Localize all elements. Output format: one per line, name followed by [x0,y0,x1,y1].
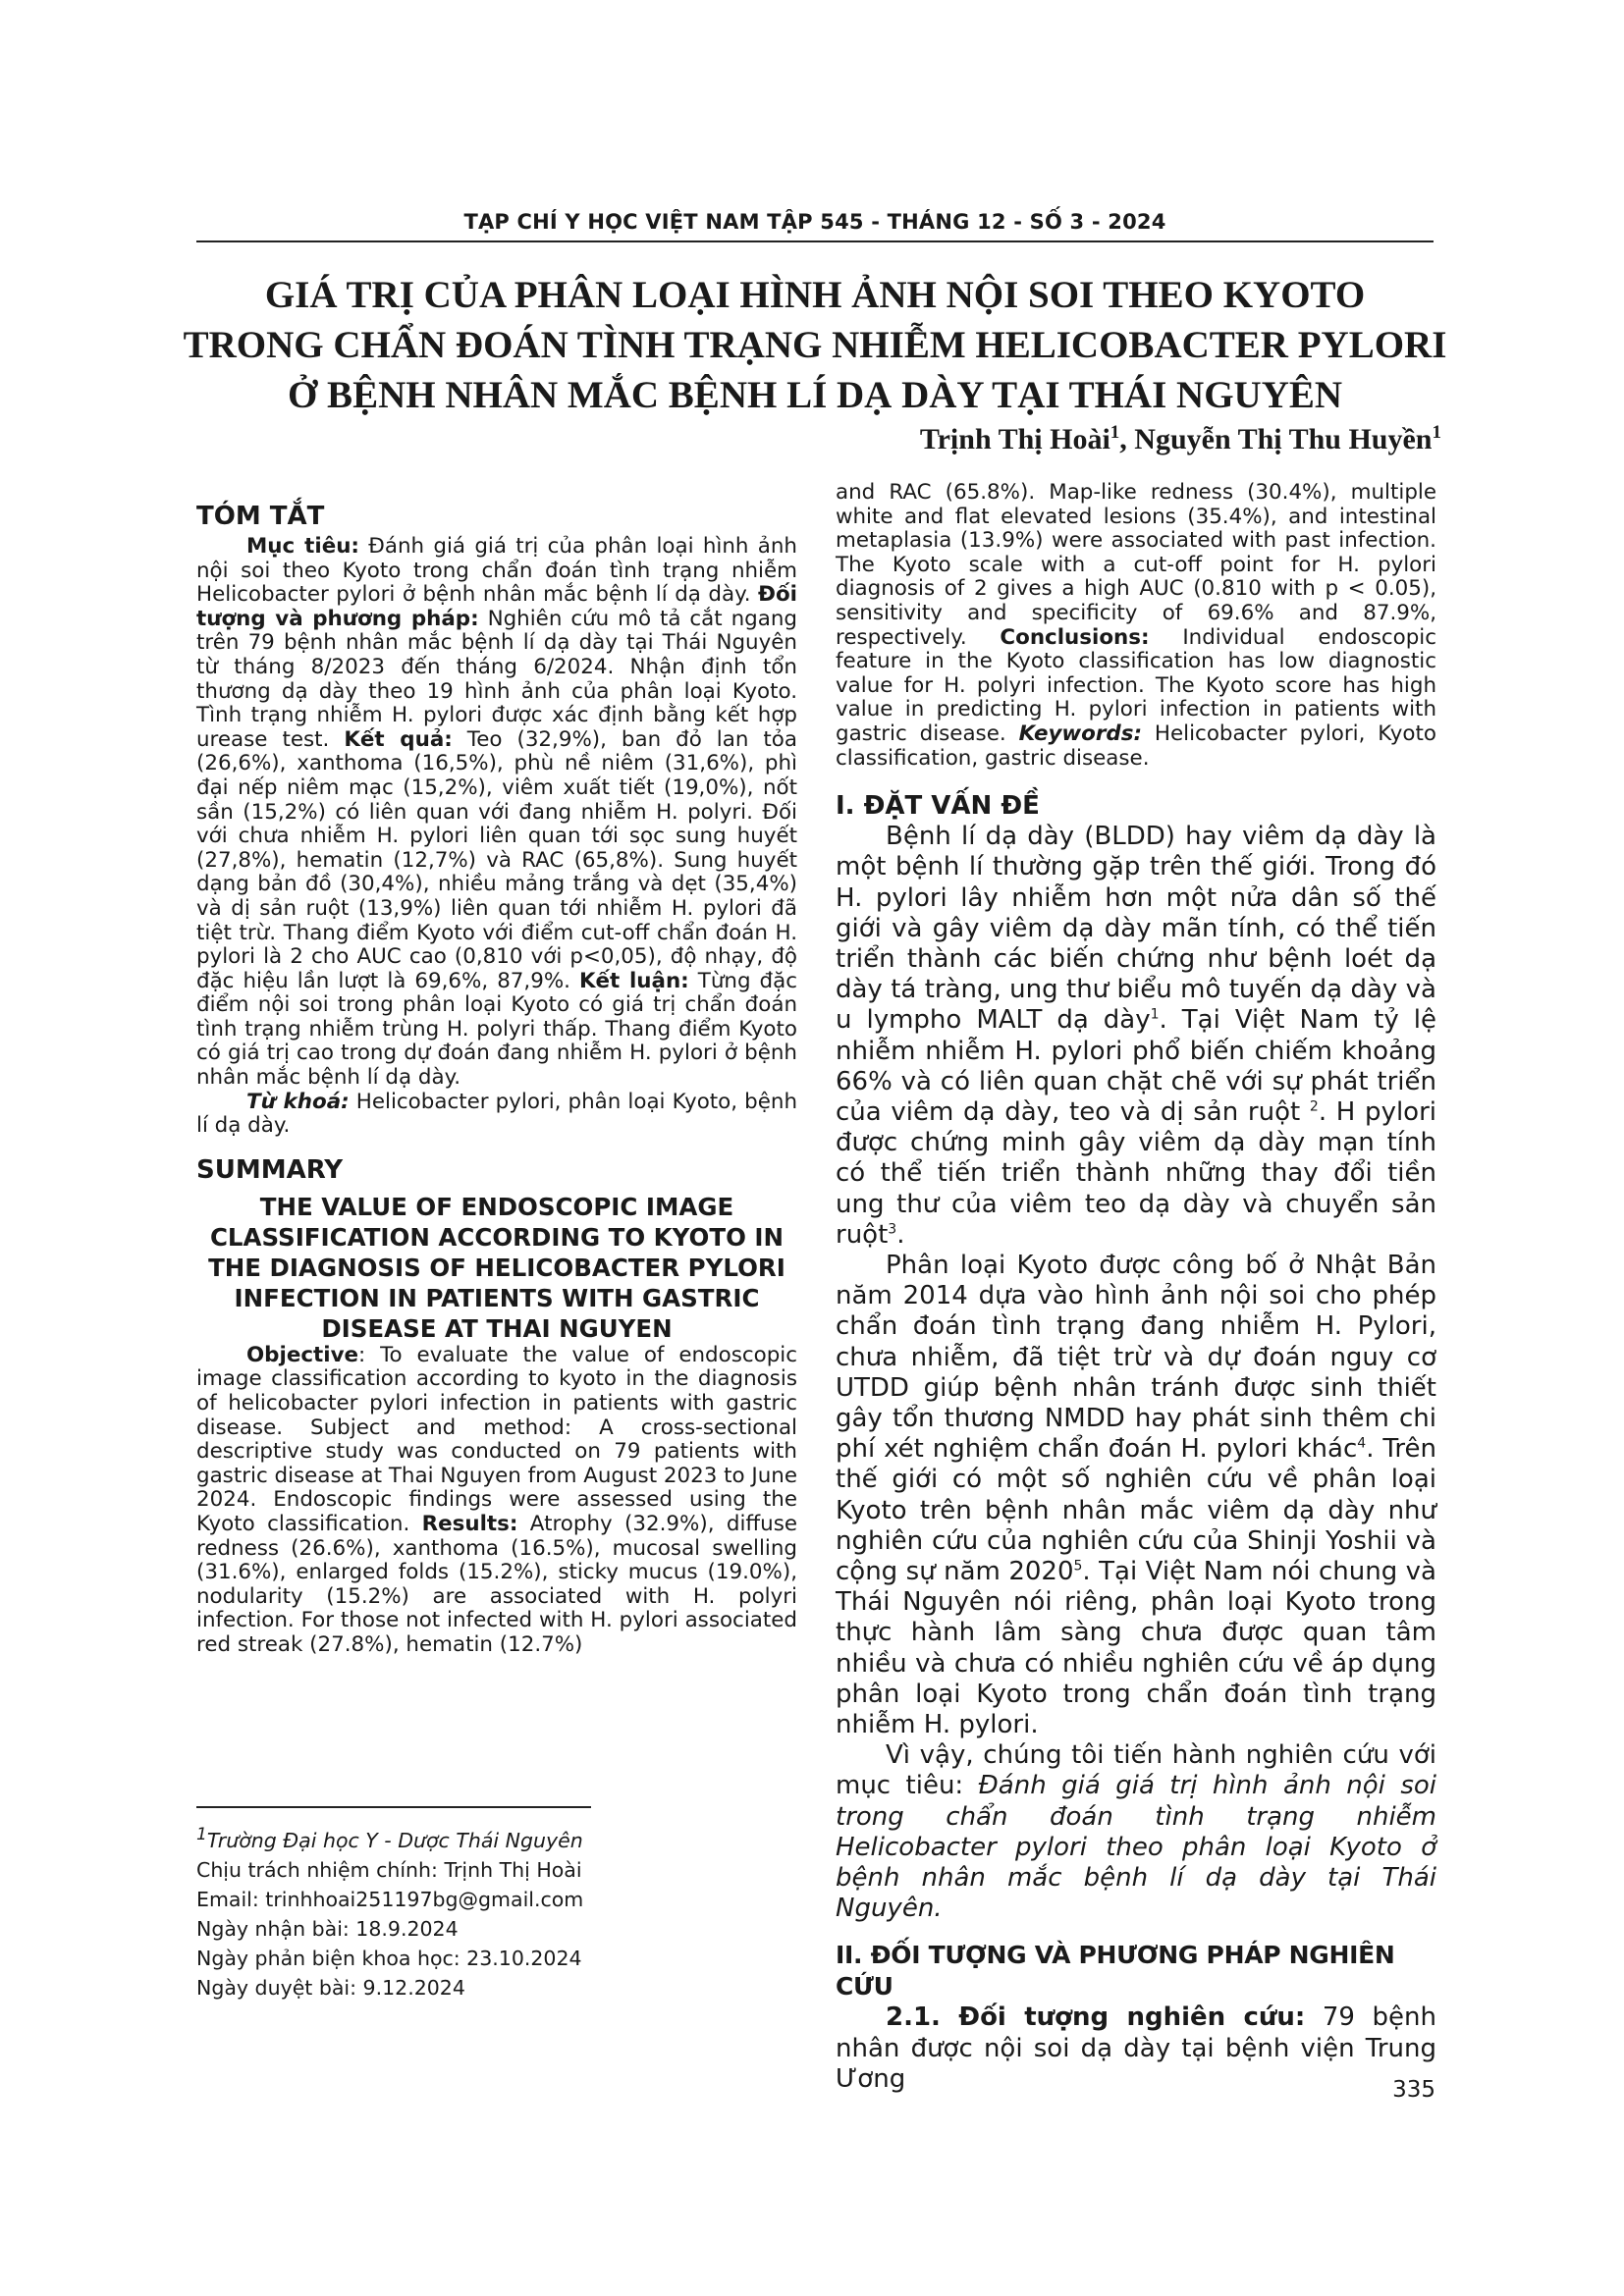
footnote-rule [196,1806,591,1808]
summary-results-text: Atrophy (32.9%), diffuse redness (26.6%), xanthoma (16.5%), mucosal swelling (31.6%), enlarged folds (15.2%), sticky mucus (19.0%), nodularity (15.2%) are associated with H. polyri infection. For those not infected with H. pylori associated red streak (27.8%), hematin (12.7%) [196,1512,797,1657]
results-label: Kết quả: [344,726,453,752]
conclusion-text: Từng đặc điểm nội soi trong phân loại Kyoto có giá trị chẩn đoán tình trạng nhiễm trùng H. polyri thấp. Thang điểm Kyoto có giá trị cao trong dự đoán đang nhiễm H. pylori ở bệnh nhân mắc bệnh lí dạ dày. [196,968,797,1091]
author-name: Nguyễn Thị Thu Huyền [1134,423,1433,455]
author-affiliation-mark: 1 [1110,422,1120,443]
footnote-accepted: Ngày duyệt bài: 9.12.2024 [196,1975,465,2000]
article-title [147,270,1483,420]
footnotes [196,1820,797,2002]
conclusion-label: Kết luận: [578,968,689,993]
footnote-email: Email: trinhhoai251197bg@gmail.com [196,1887,584,1911]
author-list [920,422,1441,456]
paragraph-text: . [896,1219,905,1250]
citation: 3 [888,1221,897,1238]
author-affiliation-mark: 1 [1432,422,1441,443]
keywords-label: Từ khoá: [246,1089,350,1114]
paragraph-text: . Tại Việt Nam nói chung và Thái Nguyên nói riêng, phân loại Kyoto trong thực hành lâm sàng chưa được quan tâm nhiều và chưa có nhiều nghiên cứu về áp dụng phân loại Kyoto trong chẩn đoán tình trạng nhiễm H. pylori. [836,1557,1436,1740]
footnote-affiliation [196,1820,797,1855]
left-column [196,481,797,1658]
header-rule [196,240,1434,242]
summary-keywords-label: Keywords: [1018,721,1143,746]
method-text: Nghiên cứu mô tả cắt ngang trên 79 bệnh nhân mắc bệnh lí dạ dày tại Thái Nguyên từ tháng 8/2023 đến tháng 6/2024. Nhận định tổn thương dạ dày theo 19 hình ảnh của phân loại Kyoto. Tình trạng nhiễm H. pylori được xác định bằng kết hợp urease test. [196,606,797,752]
paragraph-text: . Trên thế giới có một số nghiên cứu về phân loại Kyoto trên bệnh nhân mắc viêm dạ dày như nghiên cứu của nghiên cứu của Shinji Yoshii và cộng sự năm 2020 [836,1434,1437,1586]
results-text: Teo (32,9%), ban đỏ lan tỏa (26,6%), xanthoma (16,5%), phù nề niêm (31,6%), phì đại nếp niêm mạc (15,2%), viêm xuất tiết (19,0%), nốt sần (15,2%) có liên quan với đang nhiễm H. polyri. Đối với chưa nhiễm H. pylori liên quan tới sọc sung huyết (27,8%), hematin (12,7%) và RAC (65,8%). Sung huyết dạng bản đồ (30,4%), nhiều mảng trắng và dẹt (35,4%) và dị sản ruột (13,9%) liên quan tới nhiễm H. pylori đã tiệt trừ. Thang điểm Kyoto với điểm cut-off chẩn đoán H. pylori là 2 cho AUC cao (0,810 với p<0,05), độ nhạy, độ đặc hiệu lần lượt là 69,6%, 87,9%. [196,726,797,993]
right-column [836,481,1436,2095]
section-1-heading: I. ĐẶT VẤN ĐỀ [836,791,1040,822]
section-1-paragraph [836,1251,1436,1740]
footnote-reviewed: Ngày phản biện khoa học: 23.10.2024 [196,1946,582,1970]
summary-keywords-text: Helicobacter pylori, Kyoto classification, gastric disease. [836,721,1436,771]
section-1-paragraph [836,822,1436,1251]
citation: 1 [1150,1006,1160,1023]
section-1-paragraph [836,1740,1436,1924]
subsection-label: 2.1. Đối tượng nghiên cứu: [886,2002,1306,2033]
citation: 5 [1073,1558,1083,1575]
paragraph-text: . H pylori được chứng minh gây viêm dạ dày mạn tính có thể tiến triển thành những thay đổi tiền ung thư của viêm teo dạ dày và chuyển sản ruột [836,1096,1436,1250]
abstract-vi-heading: TÓM TẮT [196,502,325,531]
method-label: Đối tượng và phương pháp: [196,582,797,631]
summary-heading: SUMMARY [196,1154,344,1185]
summary-title: THE VALUE OF ENDOSCOPIC IMAGE CLASSIFICATION ACCORDING TO KYOTO IN THE DIAGNOSIS OF HELICOBACTER PYLORI INFECTION IN PATIENTS WITH GASTRIC DISEASE AT THAI NGUYEN [208,1192,785,1343]
title-line: TRONG CHẨN ĐOÁN TÌNH TRẠNG NHIỄM HELICOBACTER PYLORI [183,324,1447,366]
paragraph-text: Bệnh lí dạ dày (BLDD) hay viêm dạ dày là một bệnh lí thường gặp trên thế giới. Trong đó H. pylori lây nhiễm hơn một nửa dân số thế giới và gây viêm dạ dày mãn tính, có thể tiến triển thành các biến chứng như bệnh loét dạ dày tá tràng, ung thư biểu mô tuyến dạ dày và u lympho MALT dạ dày [836,822,1436,1036]
objective-statement: Đánh giá giá trị hình ảnh nội soi trong chẩn đoán tình trạng nhiễm Helicobacter pylori theo phân loại Kyoto ở bệnh nhân mắc bệnh lí dạ dày tại Thái Nguyên. [836,1771,1436,1924]
subsection-text: 79 bệnh nhân được nội soi dạ dày tại bệnh viện Trung Ương [836,2002,1436,2094]
citation: 2 [1309,1098,1319,1115]
affiliation-mark: 1 [196,1825,207,1844]
author-name: Trịnh Thị Hoài [919,423,1110,455]
summary-objective-label: Objective [246,1342,359,1367]
summary-results-text-cont: and RAC (65.8%). Map-like redness (30.4%), multiple white and flat elevated lesions (35.4%), and intestinal metaplasia (13.9%) were associated with past infection. The Kyoto scale with a cut-off point for H. pylori diagnosis of 2 gives a high AUC (0.810 with p < 0.05), sensitivity and specificity of 69.6% and 87.9%, respectively. [836,480,1436,650]
paragraph-text: Phân loại Kyoto được công bố ở Nhật Bản năm 2014 dựa vào hình ảnh nội soi cho phép chẩn đoán tình trạng đang nhiễm H. Pylori, chưa nhiễm, đã tiệt trừ và dự đoán nguy cơ UTDD giúp bệnh nhân tránh được sinh thiết gây tổn thương NMDD hay phát sinh thêm chi phí xét nghiệm chẩn đoán H. pylori khác [836,1250,1436,1465]
objective-label: Mục tiêu: [246,534,359,559]
journal-header: TẠP CHÍ Y HỌC VIỆT NAM TẬP 545 - THÁNG 12 - SỐ 3 - 2024 [463,210,1166,234]
section-2-heading: II. ĐỐI TƯỢNG VÀ PHƯƠNG PHÁP NGHIÊN CỨU [836,1941,1395,2002]
title-line: Ở BỆNH NHÂN MẮC BỆNH LÍ DẠ DÀY TẠI THÁI NGUYÊN [287,374,1343,416]
author-separator: , [1119,423,1135,455]
objective-text: Đánh giá giá trị của phân loại hình ảnh nội soi theo Kyoto trong chẩn đoán tình trạng nhiễm Helicobacter pylori ở bệnh nhân mắc bệnh lí dạ dày. [196,534,797,608]
summary-results-label: Results: [421,1512,518,1536]
title-line: GIÁ TRỊ CỦA PHÂN LOẠI HÌNH ẢNH NỘI SOI THEO KYOTO [264,274,1366,316]
summary-objective-text: : To evaluate the value of endoscopic image classification according to kyoto in the diagnosis of helicobacter pylori infection in patients with gastric disease. Subject and method: A cross-sectional descriptive study was conducted on 79 patients with gastric disease at Thai Nguyen from August 2023 to June 2024. Endoscopic findings were assessed using the Kyoto classification. [196,1342,797,1536]
footnote-received: Ngày nhận bài: 18.9.2024 [196,1916,459,1941]
section-2-paragraph [836,2002,1436,2095]
footnote-corresponding: Chịu trách nhiệm chính: Trịnh Thị Hoài [196,1857,582,1882]
summary-body [196,1344,797,1658]
affiliation-text: Trường Đại học Y - Dược Thái Nguyên [206,1828,583,1852]
citation: 4 [1357,1435,1367,1452]
keywords-vi [196,1091,797,1139]
keywords-text: Helicobacter pylori, phân loại Kyoto, bệnh lí dạ dày. [196,1089,798,1139]
paragraph-text: Vì vậy, chúng tôi tiến hành nghiên cứu với mục tiêu: [836,1740,1436,1801]
paragraph-text: . Tại Việt Nam tỷ lệ nhiễm nhiễm H. pylori phổ biến chiếm khoảng 66% và có liên quan chặt chẽ với sự phát triển của viêm dạ dày, teo và dị sản ruột [836,1005,1437,1127]
abstract-vi-body [196,535,797,1091]
summary-conclusions-text: Individual endoscopic feature in the Kyoto classification has low diagnostic value for H. polyri infection. The Kyoto score has high value in predicting H. pylori infection in patients with gastric disease. [836,624,1436,746]
page-number: 335 [1392,2077,1435,2103]
summary-body-continued [836,481,1436,771]
summary-conclusions-label: Conclusions: [1000,624,1150,650]
